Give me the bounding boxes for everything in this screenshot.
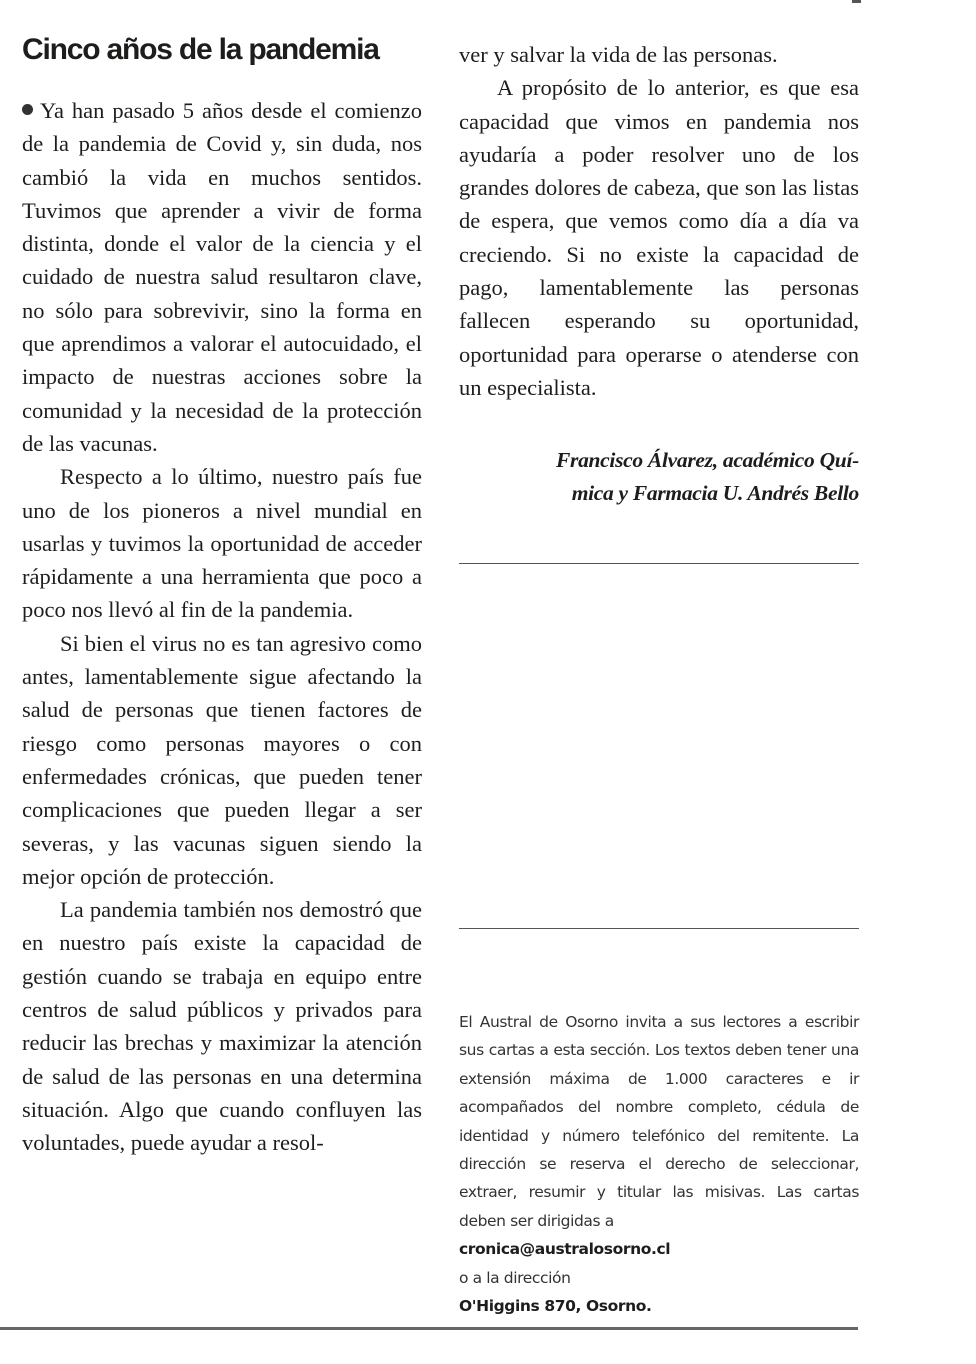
- letters-postal-address: O'Higgins 870, Osorno.: [459, 1297, 652, 1316]
- article-paragraph-5: ver y salvar la vida de las personas.: [459, 42, 778, 67]
- article-paragraph-6: A propósito de lo anterior, es que esa capacidad que vimos en pandemia nos ayudaría a poder resolver uno de los grandes dolores de cabeza, que son las listas de espera, que vemos como día a día va creciendo. Si no existe la capacidad de pago, lamentablemente las personas fallecen esperando su oportunidad, oportunidad para operarse o atenderse con un especialista.: [459, 75, 859, 400]
- divider-top: [459, 563, 859, 564]
- article-title: Cinco años de la pandemia: [22, 33, 379, 66]
- author-signature-line-2: mica y Farmacia U. Andrés Bello: [571, 481, 859, 506]
- letters-info-box: [459, 1008, 859, 1320]
- divider-bottom: [459, 928, 859, 929]
- article-paragraph-1-text: Ya han pasado 5 años desde el comienzo de la pandemia de Covid y, sin duda, nos cambió la vida en muchos sentidos. Tuvimos que aprender a vivir de forma distinta, donde el valor de la ciencia y el cuidado de nuestra salud resultaron clave, no sólo para sobrevivir, sino la forma en que aprendimos a valorar el autocuidado, el impacto de nuestras acciones sobre la comunidad y la necesidad de la protección de las vacunas.: [22, 98, 422, 456]
- article-paragraph-4: La pandemia también nos demostró que en nuestro país existe la capacidad de gestión cuando se trabaja en equipo entre centros de salud públicos y privados para reducir las brechas y maximizar la atención de salud de las personas en una determina situación. Algo que cuando confluyen las voluntades, puede ayudar a resol-: [22, 897, 422, 1156]
- page-bottom-rule: [0, 1327, 858, 1330]
- letters-email-link[interactable]: cronica@australosorno.cl: [459, 1240, 671, 1259]
- author-signature: [459, 444, 859, 510]
- article-left-column: [22, 30, 422, 1160]
- letters-info-text: El Austral de Osorno invita a sus lectores a escribir sus cartas a esta sección. Los textos deben tener una extensión máxima de 1.000 caracteres e ir acompañados del nombre completo, cédula de identidad y número telefónico del remitente. La dirección se reserva el derecho de seleccionar, extraer, resumir y titular las misivas. Las cartas deben ser dirigidas a: [459, 1013, 859, 1230]
- corner-mark: [852, 0, 861, 3]
- article-right-column: [459, 38, 859, 510]
- bullet-icon: [22, 104, 33, 115]
- article-paragraph-3: Si bien el virus no es tan agresivo como antes, lamentablemente sigue afectando la salud de personas que tienen factores de riesgo como personas mayores o con enfermedades crónicas, que pueden tener complicaciones que pueden llegar a ser severas, y las vacunas siguen siendo la mejor opción de protección.: [22, 630, 422, 889]
- article-paragraph-1: [22, 94, 422, 460]
- letters-or-address: o a la dirección: [459, 1268, 571, 1287]
- author-signature-line-1: Francisco Álvarez, académico Quí-: [555, 448, 859, 473]
- article-paragraph-2: Respecto a lo último, nuestro país fue uno de los pioneros a nivel mundial en usarlas y tuvimos la oportunidad de acceder rápidamente a una herramienta que poco a poco nos llevó al fin de la pandemia.: [22, 464, 422, 623]
